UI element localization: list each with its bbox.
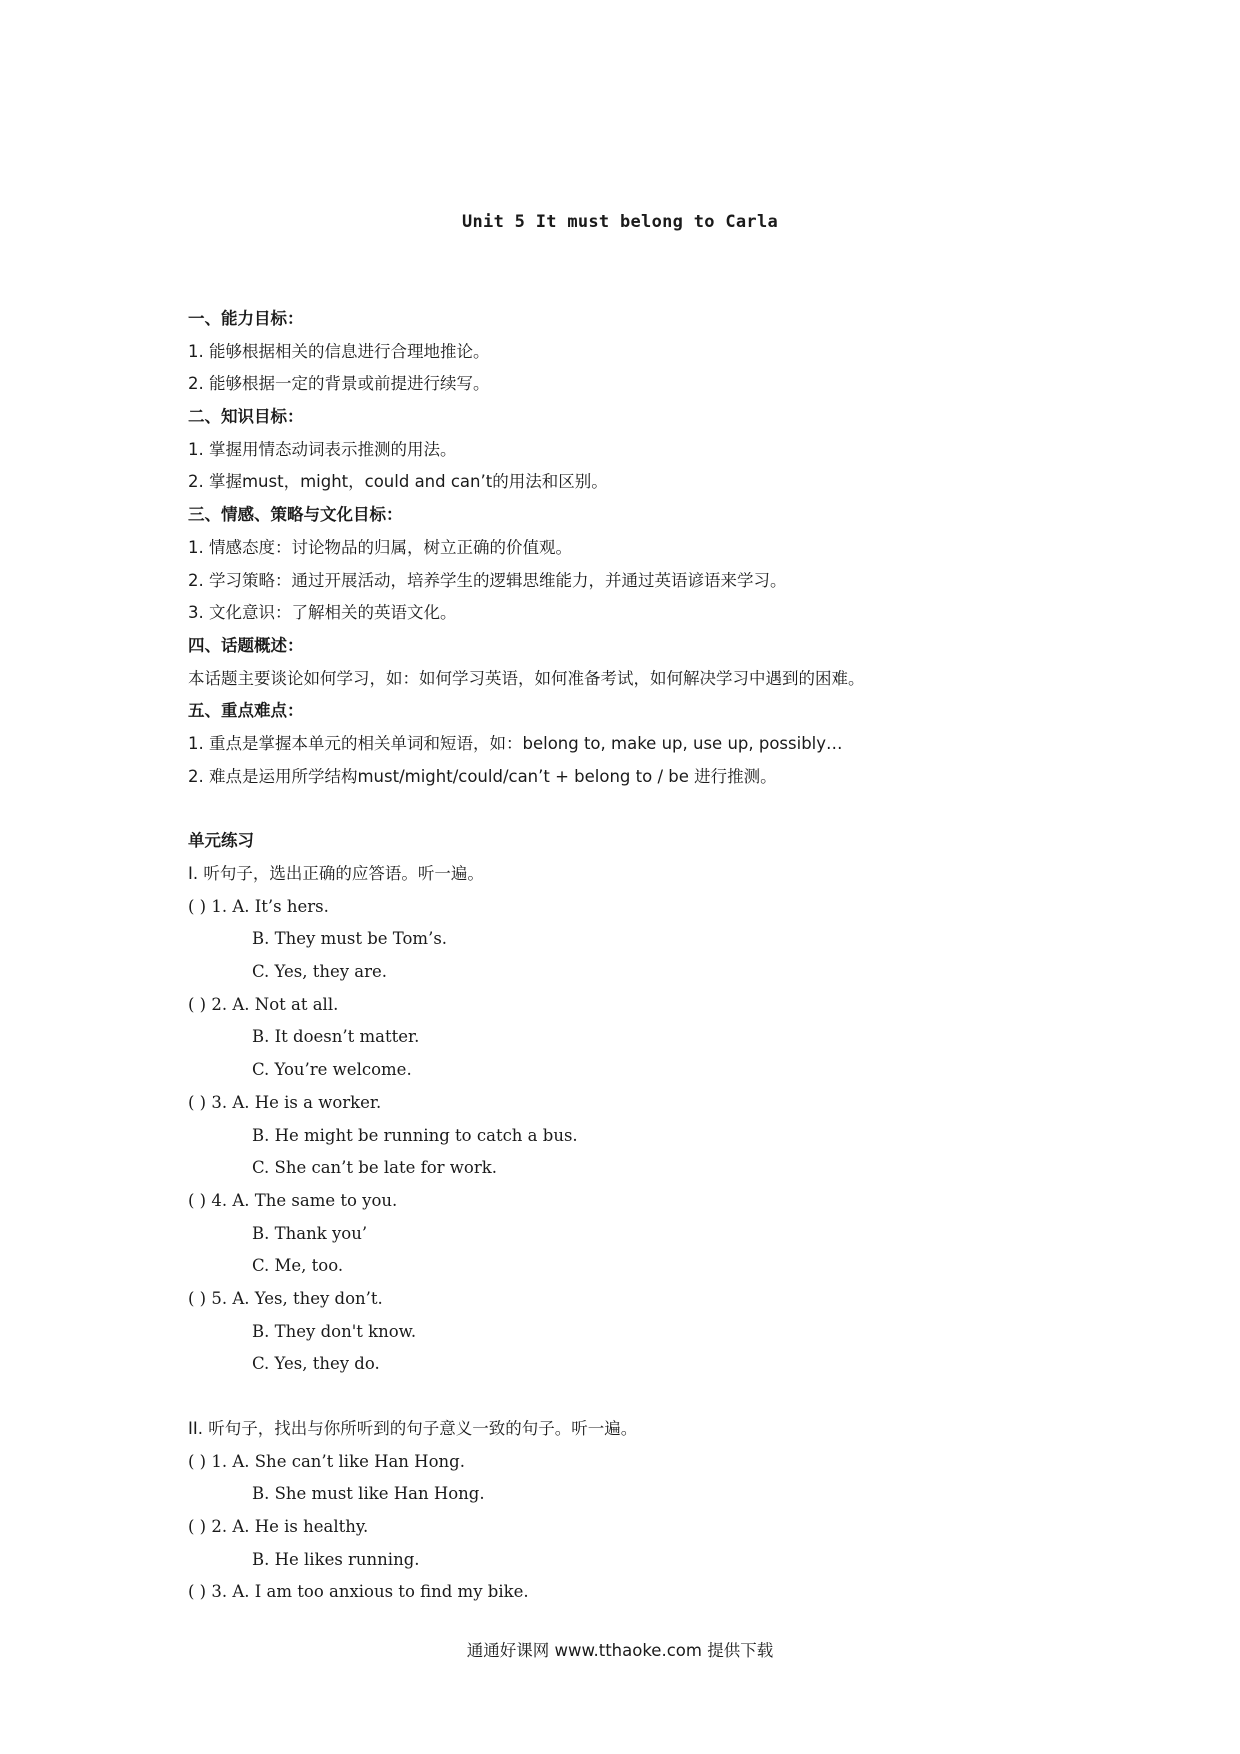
question-option: B. They don't know.	[252, 1321, 417, 1341]
question-option: B. She must like Han Hong.	[252, 1484, 485, 1504]
question-stem: ( ) 5. A. Yes, they don’t.	[188, 1288, 383, 1308]
section-instruction: I. 听句子，选出正确的应答语。听一遍。	[188, 864, 484, 883]
question-stem: ( ) 2. A. He is healthy.	[188, 1517, 369, 1537]
question-stem: ( ) 1. A. She can’t like Han Hong.	[188, 1451, 465, 1471]
question-option: C. She can’t be late for work.	[252, 1158, 497, 1178]
question-stem: ( ) 2. A. Not at all.	[188, 994, 339, 1014]
objective-item: 2. 学习策略：通过开展活动，培养学生的逻辑思维能力，并通过英语谚语来学习。	[188, 570, 787, 590]
objective-item: 1. 能够根据相关的信息进行合理地推论。	[188, 341, 490, 361]
section-heading: 一、能力目标：	[188, 309, 304, 328]
objective-item: 1. 掌握用情态动词表示推测的用法。	[188, 439, 457, 459]
question-option: B. They must be Tom’s.	[252, 929, 448, 949]
document-body	[188, 303, 1108, 1609]
objective-item: 1. 情感态度：讨论物品的归属，树立正确的价值观。	[188, 537, 572, 557]
section-heading: 三、情感、策略与文化目标：	[188, 505, 403, 525]
objective-item: 2. 难点是运用所学结构must/might/could/can’t + belong to / be 进行推测。	[188, 766, 777, 786]
question-option: C. You’re welcome.	[252, 1060, 412, 1080]
section-heading: 二、知识目标：	[188, 407, 304, 427]
question-option: C. Yes, they are.	[252, 962, 388, 982]
objective-item: 2. 能够根据一定的背景或前提进行续写。	[188, 374, 490, 394]
question-stem: ( ) 1. A. It’s hers.	[188, 896, 329, 916]
question-stem: ( ) 3. A. He is a worker.	[188, 1092, 382, 1112]
question-option: B. He might be running to catch a bus.	[252, 1125, 578, 1145]
question-option: B. It doesn’t matter.	[252, 1027, 420, 1047]
section-heading: 四、话题概述：	[188, 635, 304, 655]
question-stem: ( ) 3. A. I am too anxious to find my bike.	[188, 1582, 529, 1602]
objective-item: 本话题主要谈论如何学习，如：如何学习英语，如何准备考试，如何解决学习中遇到的困难。	[188, 668, 865, 688]
page-footer: 通通好课网 www.tthaoke.com 提供下载	[466, 1641, 774, 1660]
section-instruction: II. 听句子，找出与你所听到的句子意义一致的句子。听一遍。	[188, 1419, 638, 1438]
question-option: B. Thank you’	[252, 1223, 368, 1243]
document-title: Unit 5 It must belong to Carla	[461, 212, 779, 232]
objective-item: 3. 文化意识：了解相关的英语文化。	[188, 603, 457, 623]
section-heading: 五、重点难点：	[188, 701, 304, 721]
question-option: C. Me, too.	[252, 1256, 344, 1276]
practice-heading: 单元练习	[188, 831, 254, 851]
question-stem: ( ) 4. A. The same to you.	[188, 1190, 398, 1210]
objective-item: 2. 掌握must，might，could and can’t的用法和区别。	[188, 472, 608, 492]
objective-item: 1. 重点是掌握本单元的相关单词和短语，如：belong to, make up, use up, possibly…	[188, 733, 843, 753]
question-option: B. He likes running.	[252, 1549, 420, 1569]
question-option: C. Yes, they do.	[252, 1354, 380, 1374]
